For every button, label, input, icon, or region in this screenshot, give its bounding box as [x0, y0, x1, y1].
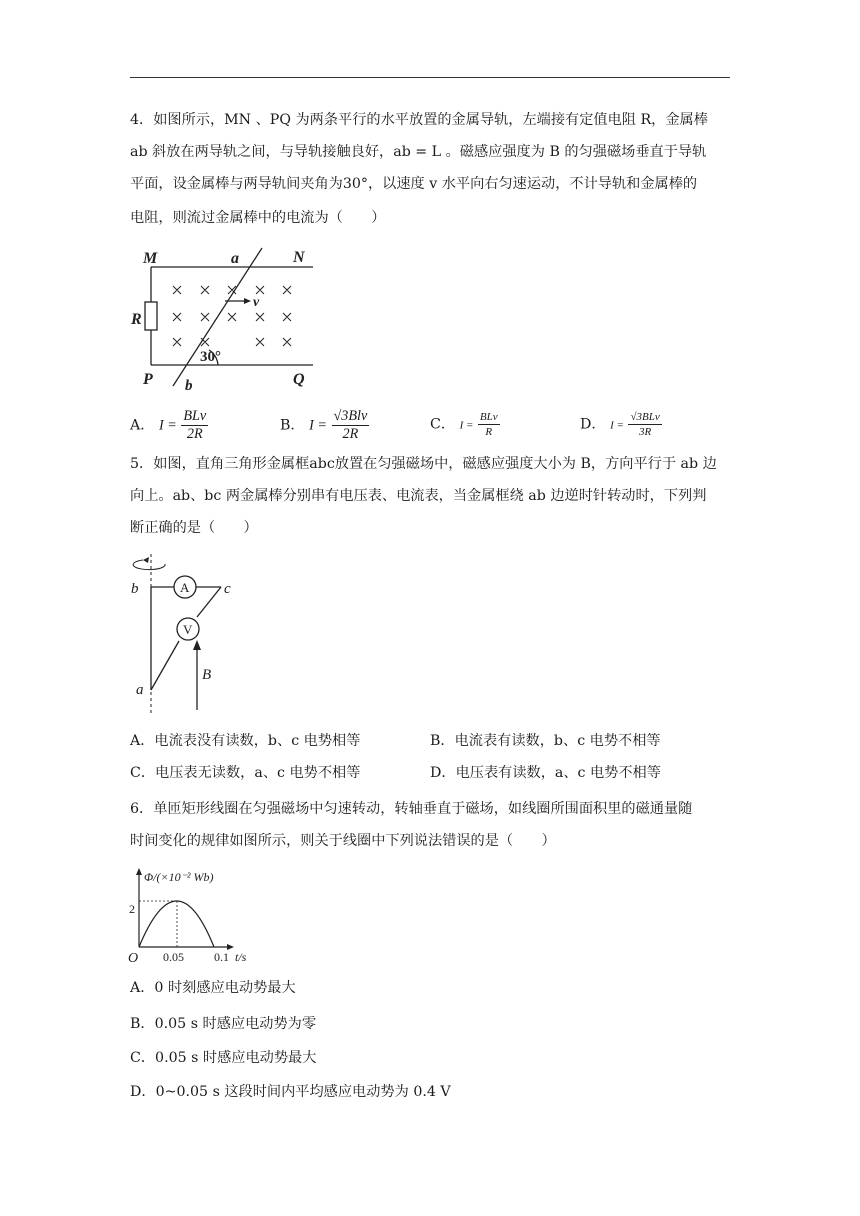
- label-m: M: [143, 250, 158, 267]
- q4-line-1: 4．如图所示，MN 、PQ 为两条平行的水平放置的金属导轨，左端接有定值电阻 R，金属棒: [130, 112, 708, 128]
- denominator: 3R: [638, 426, 652, 438]
- label-c: c: [224, 581, 231, 597]
- option-lhs: I =: [158, 417, 177, 434]
- q6-figure: [125, 865, 255, 967]
- option-fraction: [628, 410, 661, 439]
- option-letter: C．: [430, 416, 456, 433]
- q6-option-b: B．0.05 s 时感应电动势为零: [130, 1016, 317, 1032]
- option-lhs: I =: [309, 417, 327, 434]
- option-letter: A．: [130, 417, 155, 434]
- option-letter: B．: [280, 417, 305, 434]
- numerator: √3BLv: [630, 411, 660, 423]
- label-b: b: [185, 378, 193, 392]
- option-fraction: [181, 408, 208, 443]
- q4-option-a: [130, 408, 208, 443]
- q6-option-a: A．0 时刻感应电动势最大: [130, 980, 296, 996]
- x-axis-label: t/s: [235, 950, 247, 964]
- denominator: R: [485, 426, 493, 438]
- numerator: BLv: [183, 408, 207, 424]
- numerator: BLv: [479, 411, 498, 423]
- label-a: a: [231, 250, 239, 267]
- label-p: P: [143, 371, 153, 388]
- ammeter-label: A: [180, 580, 190, 595]
- q5-line-2: 向上。ab、bc 两金属棒分别串有电压表、电流表，当金属框绕 ab 边逆时针转动时，下列判: [130, 488, 707, 504]
- label-angle: 30°: [200, 349, 221, 365]
- option-lhs: I =: [459, 419, 474, 432]
- rotation-arrow-icon: [133, 560, 165, 570]
- label-field: B: [202, 667, 212, 683]
- option-fraction: [332, 408, 370, 443]
- y-tick-2: 2: [129, 902, 135, 916]
- q5-line-1: 5．如图，直角三角形金属框abc放置在匀强磁场中，磁感应强度大小为 B，方向平行于 ab 边: [130, 456, 717, 472]
- q4-option-b: [280, 408, 369, 443]
- denominator: 2R: [186, 426, 203, 442]
- q6-line-1: 6．单匝矩形线圈在匀强磁场中匀速转动，转轴垂直于磁场，如线圈所围面积里的磁通量随: [130, 801, 693, 817]
- label-b: b: [131, 581, 139, 597]
- q4-figure: [125, 240, 325, 392]
- resistor-r: [145, 302, 157, 330]
- q4-line-3: 平面，设金属棒与两导轨间夹角为30°，以速度 v 水平向右匀速运动，不计导轨和金属棒的: [130, 176, 698, 192]
- flux-curve: [139, 901, 214, 947]
- label-q: Q: [293, 371, 305, 388]
- q5-option-d: D．电压表有读数，a、c 电势不相等: [430, 765, 661, 781]
- origin-label: O: [128, 951, 139, 966]
- q5-option-b: B．电流表有读数，b、c 电势不相等: [430, 733, 661, 749]
- q5-option-c: C．电压表无读数，a、c 电势不相等: [130, 765, 361, 781]
- q6-option-d: D．0~0.05 s 这段时间内平均感应电动势为 0.4 V: [130, 1084, 451, 1100]
- option-fraction: [478, 410, 500, 439]
- denominator: 2R: [342, 426, 359, 442]
- option-lhs: I =: [610, 419, 624, 432]
- q6-option-c: C．0.05 s 时感应电动势最大: [130, 1050, 317, 1066]
- label-r: R: [131, 311, 142, 328]
- numerator: √3Blv: [333, 408, 368, 424]
- q4-line-4: 电阻，则流过金属棒中的电流为（ ）: [130, 210, 386, 226]
- q4-option-d: [580, 410, 662, 439]
- y-axis-label: Φ/(×10⁻² Wb): [144, 870, 214, 884]
- q5-figure: [125, 550, 245, 720]
- header-rule: [130, 77, 730, 78]
- q4-line-2: ab 斜放在两导轨之间，与导轨接触良好，ab = L 。磁感应强度为 B 的匀强磁场垂直于导轨: [130, 144, 707, 160]
- q5-option-a: A．电流表没有读数，b、c 电势相等: [130, 733, 361, 749]
- q6-line-2: 时间变化的规律如图所示，则关于线圈中下列说法错误的是（ ）: [130, 833, 556, 849]
- option-letter: D．: [580, 416, 606, 433]
- label-a: a: [136, 682, 144, 698]
- x-tick-01: 0.1: [214, 950, 229, 964]
- label-n: N: [293, 249, 305, 266]
- q4-option-c: [430, 410, 500, 439]
- field-arrow-icon: [193, 640, 201, 650]
- voltmeter-label: V: [183, 622, 193, 637]
- q5-line-3: 断正确的是（ ）: [130, 520, 258, 536]
- x-tick-005: 0.05: [163, 950, 184, 964]
- label-v: v: [253, 295, 260, 310]
